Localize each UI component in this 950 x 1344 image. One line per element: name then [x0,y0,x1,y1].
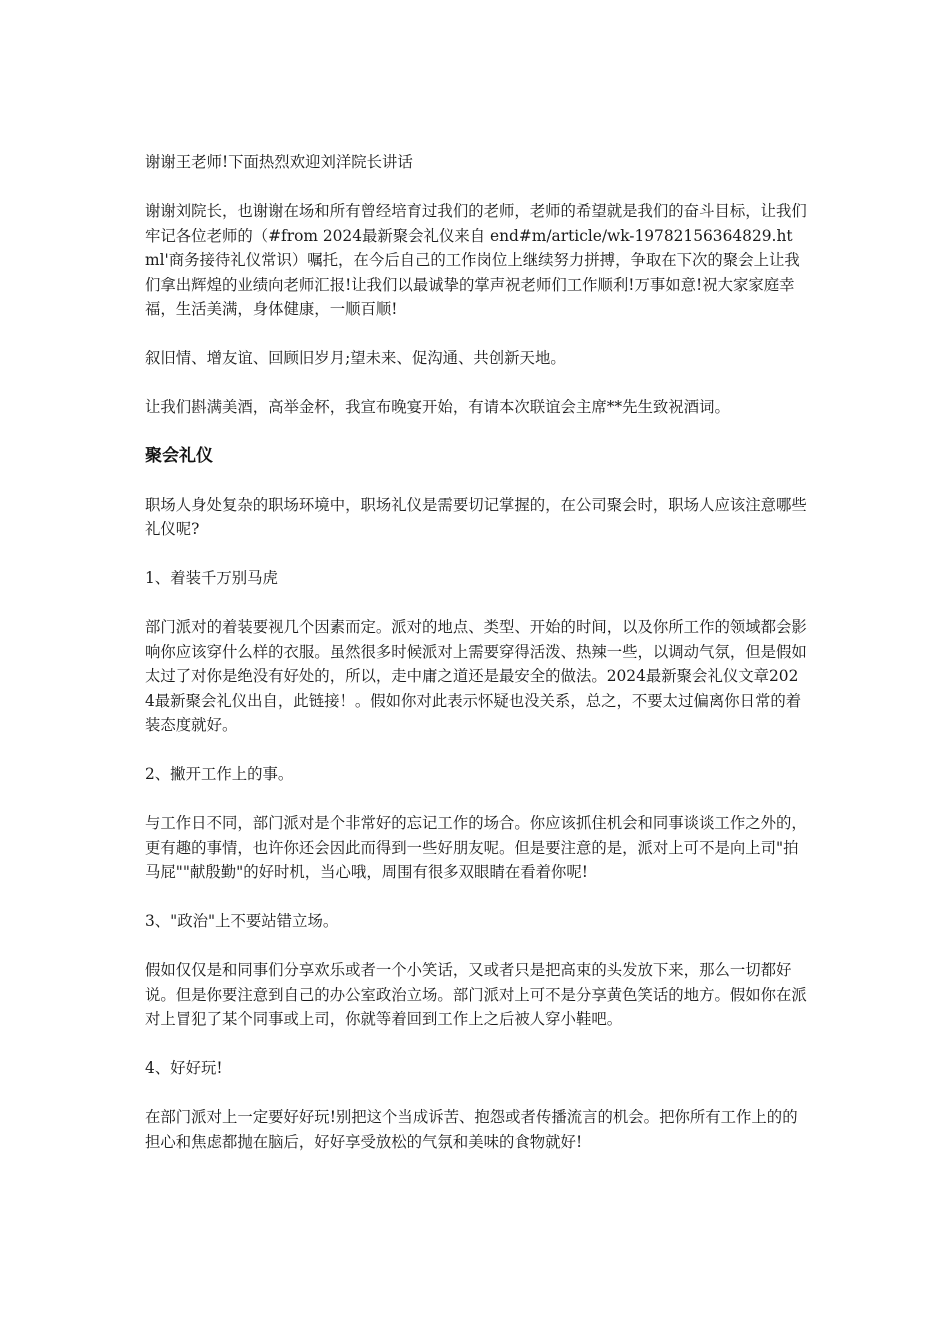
paragraph-banquet-start: 让我们斟满美酒，高举金杯，我宣布晚宴开始，有请本次联谊会主席**先生致祝酒词。 [145,398,730,416]
paragraph-work: 与工作日不同，部门派对是个非常好的忘记工作的场合。你应该抓住机会和同事谈谈工作之外的，更有趣的事情，也许你还会因此而得到一些好朋友呢。但是要注意的是，派对上可不是向上司"拍马屁""献殷勤"的好时机，当心哦，周围有很多双眼睛在看着你呢! [145,814,807,881]
list-heading-work: 2、撇开工作上的事。 [145,765,294,783]
paragraph-thanks-teacher-wang: 谢谢王老师!下面热烈欢迎刘洋院长讲话 [145,153,413,171]
list-heading-dress: 1、着装千万别马虎 [145,569,278,587]
paragraph-reunion-slogan: 叙旧情、增友谊、回顾旧岁月;望未来、促沟通、共创新天地。 [145,349,566,367]
list-heading-politics: 3、"政治"上不要站错立场。 [145,912,339,930]
paragraph-politics: 假如仅仅是和同事们分享欢乐或者一个小笑话，又或者只是把高束的头发放下来，那么一切都好说。但是你要注意到自己的办公室政治立场。部门派对上可不是分享黄色笑话的地方。假如你在派对上冒犯了某个同事或上司，你就等着回到工作上之后被人穿小鞋吧。 [145,961,807,1028]
document-body [145,150,807,1179]
section-heading: 聚会礼仪 [145,446,213,466]
paragraph-thanks-dean-liu: 谢谢刘院长，也谢谢在场和所有曾经培育过我们的老师，老师的希望就是我们的奋斗目标，让我们牢记各位老师的（#from 2024最新聚会礼仪来自 end#m/article/wk-19782156364829.html'商务接待礼仪常识）嘱托，在今后自己的工作岗位上继续努力拼搏，争取在下次的聚会上让我们拿出辉煌的业绩向老师汇报!让我们以最诚挚的掌声祝老师们工作顺利!万事如意!祝大家家庭幸福，生活美满，身体健康，一顺百顺! [145,202,807,318]
list-heading-have-fun: 4、好好玩! [145,1059,223,1077]
paragraph-dress: 部门派对的着装要视几个因素而定。派对的地点、类型、开始的时间，以及你所工作的领域都会影响你应该穿什么样的衣服。虽然很多时候派对上需要穿得活泼、热辣一些，以调动气氛，但是假如太过了对你是绝没有好处的，所以，走中庸之道还是最安全的做法。2024最新聚会礼仪文章2024最新聚会礼仪出自，此链接！。假如你对此表示怀疑也没关系，总之，不要太过偏离你日常的着装态度就好。 [145,618,807,734]
paragraph-intro: 职场人身处复杂的职场环境中，职场礼仪是需要切记掌握的，在公司聚会时，职场人应该注意哪些礼仪呢? [145,495,807,538]
paragraph-have-fun: 在部门派对上一定要好好玩!别把这个当成诉苦、抱怨或者传播流言的机会。把你所有工作上的的担心和焦虑都抛在脑后，好好享受放松的气氛和美味的食物就好! [145,1108,798,1151]
